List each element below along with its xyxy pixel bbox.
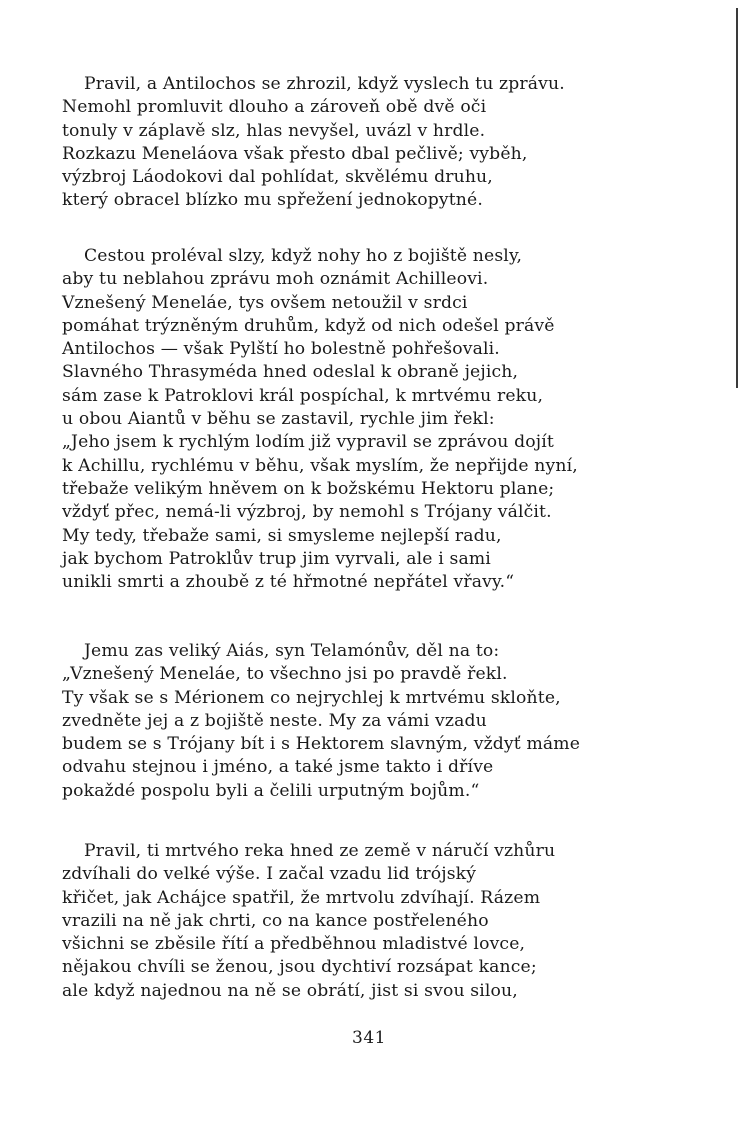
page-number: 341 [352,1028,386,1048]
verse-line: nějakou chvíli se ženou, jsou dychtiví rozsápat kance; [62,957,537,978]
verse-line: zdvíhali do velké výše. I začal vzadu lid trójský [62,864,477,885]
verse-line: My tedy, třebaže sami, si smysleme nejlepší radu, [62,525,502,546]
verse-line: „Jeho jsem k rychlým lodím již vypravil se zprávou dojít [62,432,554,453]
verse-line: Cestou proléval slzy, když nohy ho z bojiště nesly, [84,246,523,266]
verse-line: odvahu stejnou i jméno, a také jsme takto i dříve [62,757,494,778]
verse-line: budem se s Trójany bít i s Hektorem slavným, vždyť máme [62,734,581,755]
verse-line: k Achillu, rychlému v běhu, však myslím, že nepřijde nyní, [62,455,578,476]
verse-line: u obou Aiantů v běhu se zastavil, rychle jim řekl: [62,409,495,430]
verse-line: sám zase k Patroklovi král pospíchal, k mrtvému reku, [62,385,544,406]
verse-line: všichni se zběsile řítí a předběhnou mladistvé lovce, [62,934,526,955]
verse-line: aby tu neblahou zprávu moh oznámit Achilleovi. [62,269,489,290]
verse-line: ale když najednou na ně se obrátí, jist si svou silou, [62,980,518,1001]
verse-line: Pravil, ti mrtvého reka hned ze země v náručí vzhůru [84,841,556,861]
verse-line: vrazili na ně jak chrti, co na kance postřeleného [62,910,489,931]
verse-line: křičet, jak Achájce spatřil, že mrtvolu zdvíhají. Rázem [62,887,541,908]
stanza-1 [62,73,722,213]
verse-line: Slavného Thrasyméda hned odeslal k obraně jejich, [62,362,519,383]
stanza-4 [62,840,722,1003]
verse-line: Rozkazu Meneláova však přesto dbal pečlivě; vyběh, [62,143,528,164]
verse-line: vždyť přec, nemá-li výzbroj, by nemohl s Trójany válčit. [62,502,552,523]
stanza-2 [62,245,722,594]
verse-line: který obracel blízko mu spřežení jednokopytné. [62,190,483,211]
verse-line: tonuly v záplavě slz, hlas nevyšel, uvázl v hrdle. [62,120,486,141]
verse-line: Ty však se s Mérionem co nejrychlej k mrtvému skloňte, [62,687,561,708]
verse-line: Pravil, a Antilochos se zhrozil, když vyslech tu zprávu. [84,74,565,94]
verse-line: Vznešený Meneláe, tys ovšem netoužil v srdci [62,292,468,313]
verse-line: „Vznešený Meneláe, to všechno jsi po pravdě řekl. [62,664,508,685]
verse-line: pokaždé pospolu byli a čelili urputným bojům.“ [62,780,480,801]
verse-line: jak bychom Patroklův trup jim vyrvali, ale i sami [62,548,491,569]
verse-line: výzbroj Láodokovi dal pohlídat, skvělému druhu, [62,167,493,188]
stanza-3 [62,640,722,803]
verse-line: Nemohl promluvit dlouho a zároveň obě dvě oči [62,97,487,118]
verse-line: pomáhat trýzněným druhům, když od nich odešel právě [62,315,555,336]
verse-line: Jemu zas veliký Aiás, syn Telamónův, děl na to: [84,641,500,661]
verse-line: unikli smrti a zhoubě z té hřmotné nepřátel vřavy.“ [62,572,515,593]
verse-line: třebaže velikým hněvem on k božskému Hektoru plane; [62,478,555,499]
verse-line: zvedněte jej a z bojiště neste. My za vámi vzadu [62,710,487,731]
verse-line: Antilochos — však Pylští ho bolestně pohřešovali. [62,339,500,360]
